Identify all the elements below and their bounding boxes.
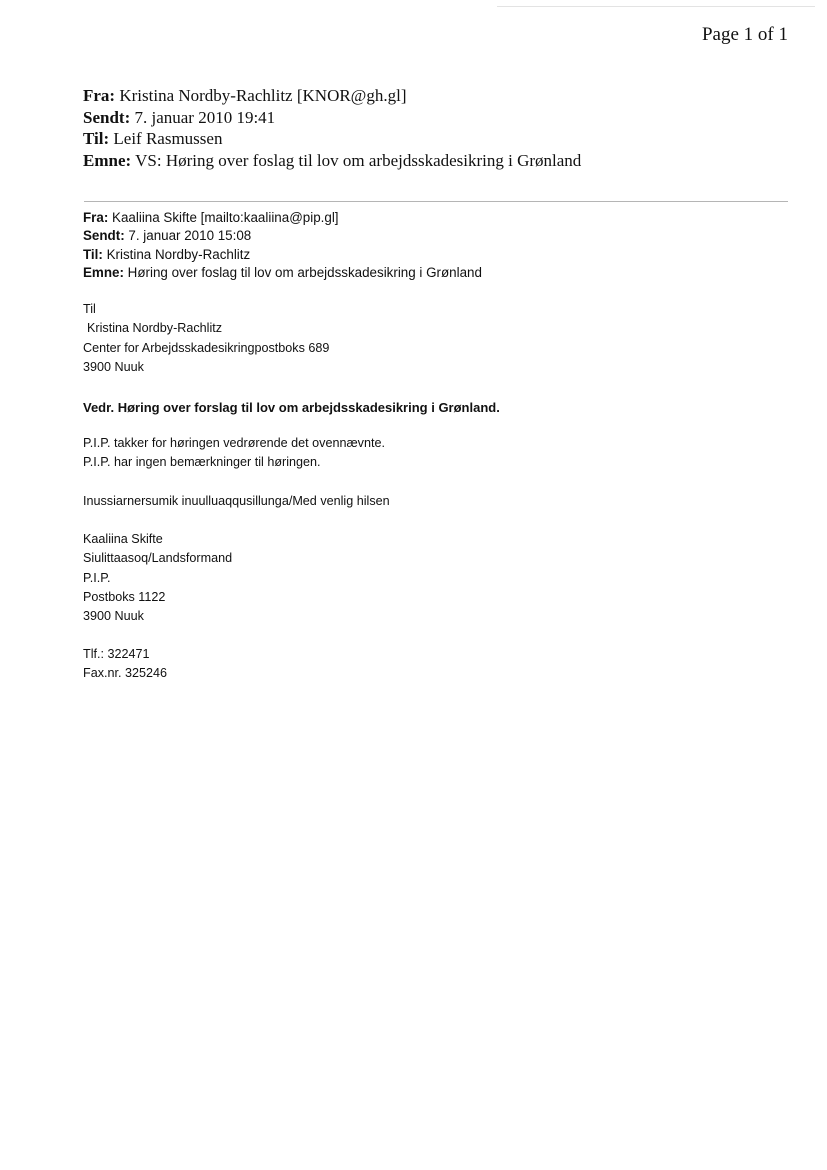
inner-from-value: Kaaliina Skifte [mailto:kaaliina@pip.gl] xyxy=(112,210,339,225)
paragraph-line: P.I.P. har ingen bemærkninger til høringen. xyxy=(83,455,321,470)
contact-phone: Tlf.: 322471 xyxy=(83,647,150,661)
outer-from-label: Fra: xyxy=(83,86,116,105)
outer-sent-value: 7. januar 2010 19:41 xyxy=(134,107,276,127)
letter-subject: Vedr. Høring over forslag til lov om arbejdsskadesikring i Grønland. xyxy=(83,400,500,415)
inner-sent-row xyxy=(83,227,482,245)
contact-info xyxy=(83,645,167,684)
outer-to-row xyxy=(83,128,581,150)
inner-to-label: Til: xyxy=(83,246,103,262)
inner-sent-value: 7. januar 2010 15:08 xyxy=(128,228,252,244)
page-number: Page 1 of 1 xyxy=(701,24,788,45)
signature-line: Siulittaasoq/Landsformand xyxy=(83,551,233,566)
inner-subject-row xyxy=(83,264,482,282)
recipient-line: 3900 Nuuk xyxy=(83,359,144,374)
contact-fax: Fax.nr. 325246 xyxy=(83,666,168,681)
recipient-line: Kristina Nordby-Rachlitz xyxy=(87,321,223,336)
forward-divider xyxy=(84,201,788,202)
outer-sent-row xyxy=(83,107,581,129)
outer-subject-value: VS: Høring over foslag til lov om arbejdsskadesikring i Grønland xyxy=(135,150,582,170)
letter-greeting: Inussiarnersumik inuulluaqqusillunga/Med venlig hilsen xyxy=(83,494,390,508)
inner-from-row xyxy=(83,209,482,227)
signature-line: 3900 Nuuk xyxy=(83,609,144,624)
outer-subject-row xyxy=(83,150,581,172)
signature-line: Postboks 1122 xyxy=(83,589,166,604)
inner-subject-value: Høring over foslag til lov om arbejdsskadesikring i Grønland xyxy=(127,265,482,281)
outer-email-header xyxy=(83,85,581,171)
recipient-line: Til xyxy=(83,302,96,316)
inner-email-header xyxy=(83,209,482,283)
outer-from-row xyxy=(83,85,581,107)
outer-from-value: Kristina Nordby-Rachlitz [KNOR@gh.gl] xyxy=(119,86,407,105)
outer-to-label: Til: xyxy=(83,129,110,148)
recipient-line: Center for Arbejdsskadesikringpostboks 689 xyxy=(83,340,330,355)
signature-line: P.I.P. xyxy=(83,570,111,585)
inner-subject-label: Emne: xyxy=(83,265,124,281)
paragraph-line: P.I.P. takker for høringen vedrørende det ovennævnte. xyxy=(83,436,385,450)
scan-artifact-line xyxy=(497,6,815,7)
letter-paragraph xyxy=(83,434,385,473)
signature-line: Kaaliina Skifte xyxy=(83,532,163,546)
inner-to-value: Kristina Nordby-Rachlitz xyxy=(106,246,251,262)
outer-subject-label: Emne: xyxy=(83,150,132,170)
signature-block xyxy=(83,530,232,626)
outer-to-value: Leif Rasmussen xyxy=(113,129,223,148)
outer-sent-label: Sendt: xyxy=(83,107,131,127)
inner-to-row xyxy=(83,246,482,264)
recipient-address xyxy=(83,300,329,377)
inner-sent-label: Sendt: xyxy=(83,228,125,244)
inner-from-label: Fra: xyxy=(83,210,109,225)
